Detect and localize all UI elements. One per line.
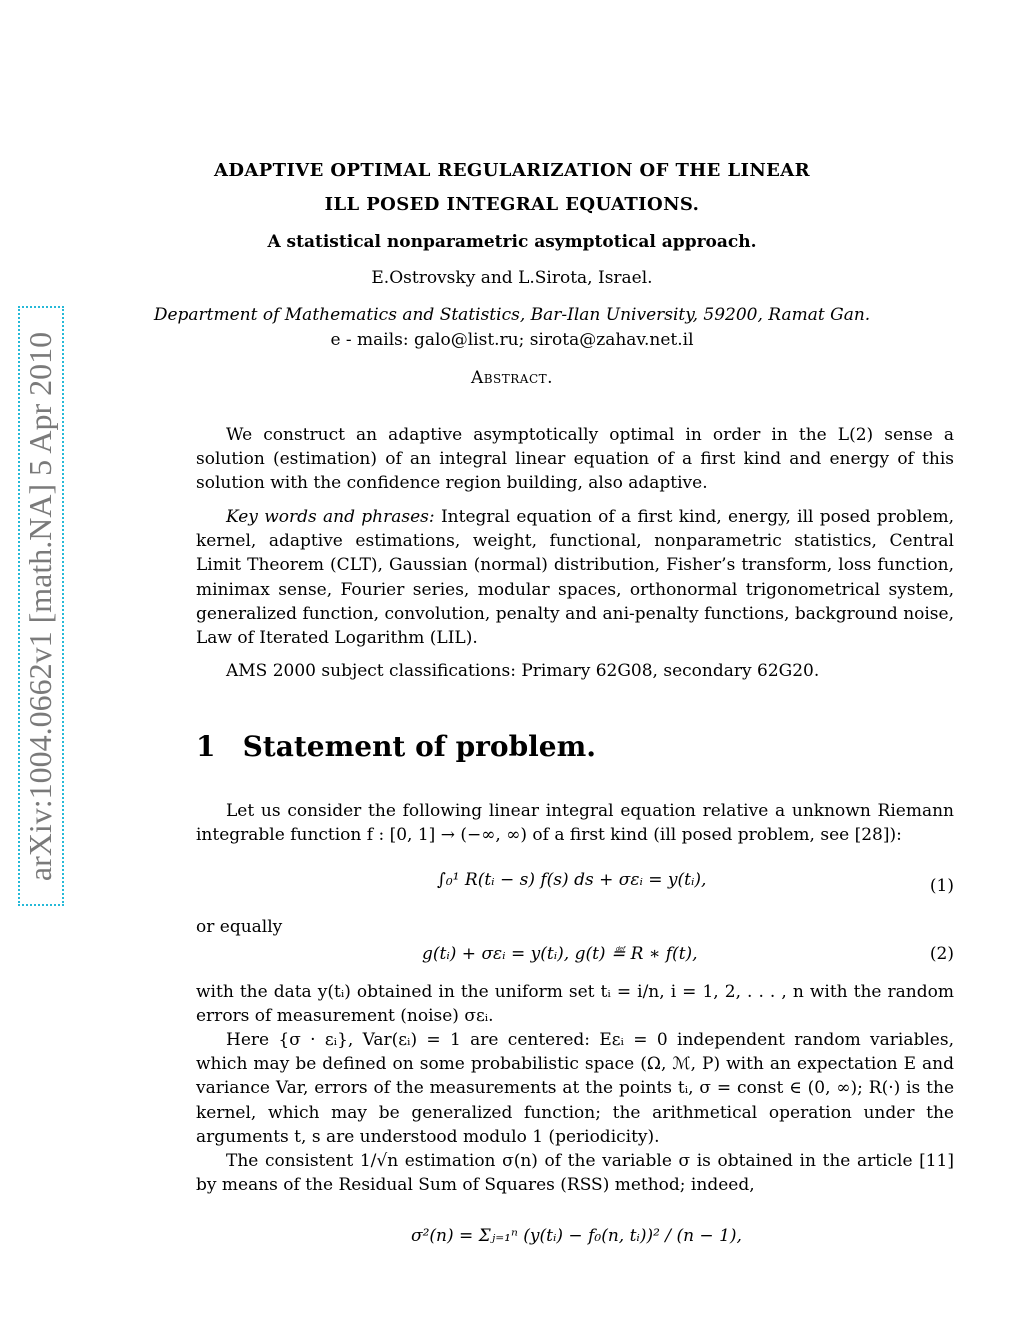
- section-paragraph-4: The consistent 1/√n estimation σ(n) of the variable σ is obtained in the article [11] by means of the Residual Sum of Squares (RSS) method; indeed,: [196, 1151, 954, 1196]
- authors: E.Ostrovsky and L.Sirota, Israel.: [371, 268, 653, 288]
- emails: e - mails: galo@list.ru; sirota@zahav.net.il: [330, 330, 694, 350]
- affiliation: Department of Mathematics and Statistics, Bar-Ilan University, 59200, Ramat Gan.: [153, 305, 871, 325]
- title-line-1: ADAPTIVE OPTIMAL REGULARIZATION OF THE LINEAR: [213, 160, 811, 181]
- ams-classification: AMS 2000 subject classifications: Primary 62G08, secondary 62G20.: [226, 661, 820, 681]
- keywords-paragraph: [196, 505, 954, 650]
- keywords-label: Key words and phrases:: [226, 507, 435, 527]
- section-number: 1: [196, 730, 216, 763]
- equation-3: σ²(n) = Σⱼ₌₁ⁿ (y(tᵢ) − f₀(n, tᵢ))² / (n − 1),: [411, 1226, 742, 1246]
- section-paragraph-2: with the data y(tᵢ) obtained in the uniform set tᵢ = i/n, i = 1, 2, . . . , n with the random errors of measurement (noise) σεᵢ.: [196, 982, 954, 1027]
- abstract-heading: Abstract.: [470, 368, 554, 388]
- subtitle: A statistical nonparametric asymptotical approach.: [267, 232, 757, 252]
- arxiv-sidebar-stamp: [18, 306, 64, 906]
- keywords-list: Integral equation of a first kind, energy, ill posed problem, kernel, adaptive estimations, weight, functional, nonparametric statistics, Central Limit Theorem (CLT), Gaussian (normal) distribution, Fisher’s transform, loss function, minimax sense, Fourier series, modular spaces, orthonormal trigonometrical system, generalized function, convolution, penalty and ani-penalty functions, background noise, Law of Iterated Logarithm (LIL).: [196, 507, 955, 649]
- or-equally-text: or equally: [196, 917, 283, 937]
- section-paragraph-1: Let us consider the following linear integral equation relative a unknown Riemann integrable function f : [0, 1] → (−∞, ∞) of a first kind (ill posed problem, see [28]):: [196, 801, 954, 846]
- section-heading: [196, 730, 596, 763]
- arxiv-id: arXiv:1004.0662v1 [math.NA] 5 Apr 2010: [22, 331, 59, 881]
- abstract-text: We construct an adaptive asymptotically optimal in order in the L(2) sense a solution (estimation) of an integral linear equation of a first kind and energy of this solution with the confidence region building, also adaptive.: [196, 425, 954, 494]
- equation-2: g(tᵢ) + σεᵢ = y(tᵢ), g(t) ≝ R ∗ f(t),: [422, 944, 698, 964]
- equation-2-number: (2): [929, 944, 954, 964]
- equation-1-number: (1): [929, 876, 954, 896]
- title-line-2: ILL POSED INTEGRAL EQUATIONS.: [324, 194, 700, 215]
- equation-1: ∫₀¹ R(tᵢ − s) f(s) ds + σεᵢ = y(tᵢ),: [437, 870, 707, 890]
- section-title: Statement of problem.: [242, 730, 596, 763]
- section-paragraph-3: Here {σ · εᵢ}, Var(εᵢ) = 1 are centered: Eεᵢ = 0 independent random variables, which may be defined on some probabilistic space (Ω, ℳ, P) with an expectation E and variance Var, errors of the measurements at the points tᵢ, σ = const ∈ (0, ∞); R(·) is the kernel, which may be generalized function; the arithmetical operation under the arguments t, s are understood modulo 1 (periodicity).: [196, 1030, 954, 1147]
